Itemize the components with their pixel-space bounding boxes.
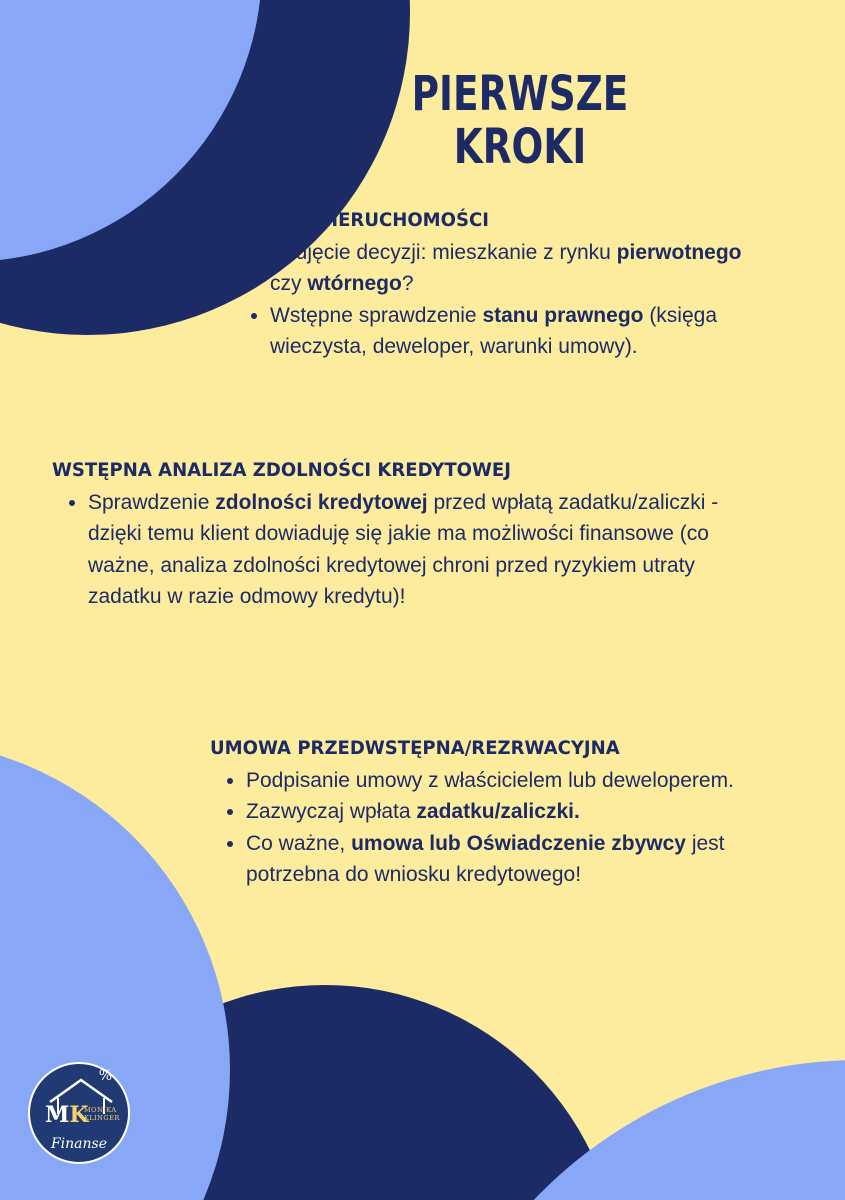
logo-initials (45, 1102, 88, 1128)
section-heading: WSTĘPNA ANALIZA ZDOLNOŚCI KREDYTOWEJ (52, 459, 511, 481)
list-item: • Co ważne, umowa lub Oświadczenie zbywcy jest potrzebna do wniosku kredytowego! (246, 828, 810, 891)
emphasis: wtórnego (307, 272, 402, 296)
bullet-list (52, 487, 752, 613)
company-logo (28, 1062, 130, 1164)
bullet-list (234, 237, 754, 363)
section-credit-analysis (52, 458, 752, 613)
list-item: • Zazwyczaj wpłata zadatku/zaliczki. (246, 796, 810, 828)
percent-sign: % (98, 1068, 112, 1084)
list-item: • Podpisanie umowy z właścicielem lub deweloperem. (246, 765, 810, 797)
section-preliminary-agreement (210, 736, 810, 891)
bullet-list (210, 765, 810, 891)
emphasis: stanu prawnego (482, 303, 644, 327)
logo-subtitle: Finanse (50, 1136, 108, 1152)
page-title: PIERWSZE KROKI (411, 66, 629, 175)
list-item: • Podjęcie decyzji: mieszkanie z rynku pierwotnego czy wtórnego? (270, 237, 754, 300)
logo-initial-k: K (69, 1102, 89, 1128)
emphasis: pierwotnego (616, 240, 742, 264)
logo-name-line1: MONIKA (84, 1106, 117, 1114)
section-property-choice (234, 208, 754, 363)
section-heading: WYBÓR NIERUCHOMOŚCI (234, 209, 489, 231)
list-item: • Sprawdzenie zdolności kredytowej przed wpłatą zadatku/zaliczki - dzięki temu klient dowiaduję się jakie ma możliwości finansowe (co ważne, analiza zdolności kredytowej chroni przed ryzykiem utraty zadatku w razie odmowy kredytu)! (88, 487, 752, 613)
logo-initial-m: M (45, 1102, 70, 1128)
section-heading: UMOWA PRZEDWSTĘPNA/REZRWACYJNA (210, 737, 620, 759)
logo-name (84, 1106, 120, 1122)
emphasis: zadatku/zaliczki. (416, 800, 580, 824)
emphasis: umowa lub Oświadczenie zbywcy (351, 831, 686, 855)
logo-name-line2: KLINGER (84, 1114, 120, 1122)
list-item: • Wstępne sprawdzenie stanu prawnego (księga wieczysta, deweloper, warunki umowy). (270, 300, 754, 363)
emphasis: zdolności kredytowej (215, 490, 428, 514)
